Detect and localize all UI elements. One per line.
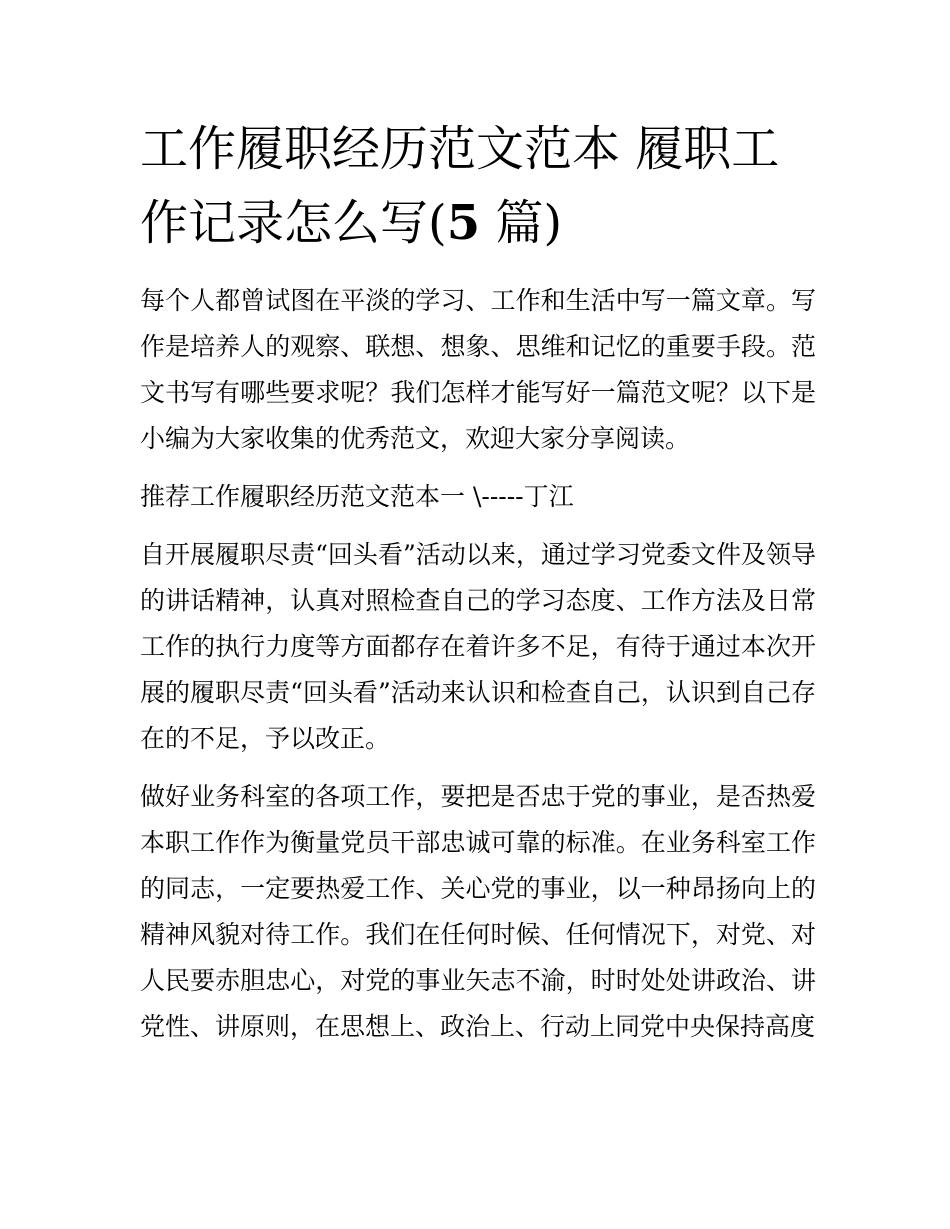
title-text-part2: 篇) — [480, 195, 563, 251]
document-title — [140, 112, 820, 260]
section-heading: 推荐工作履职经历范文范本一 \-----丁江 — [140, 482, 574, 511]
body-paragraph: 自开展履职尽责“回头看”活动以来，通过学习党委文件及领导的讲话精神，认真对照检查自己的学习态度、工作方法及日常工作的执行力度等方面都存在着许多不足，有待于通过本次开展的履职尽责“回头看”活动来认识和检查自己，认识到自己存在的不足，予以改正。 — [140, 540, 816, 753]
document-body — [140, 278, 816, 1062]
title-text-part1: 工作履职经历范文范本 履职工作记录怎么写( — [140, 121, 780, 251]
intro-paragraph: 每个人都曾试图在平淡的学习、工作和生活中写一篇文章。写作是培养人的观察、联想、想象、思维和记忆的重要手段。范文书写有哪些要求呢？我们怎样才能写好一篇范文呢？以下是小编为大家收集的优秀范文，欢迎大家分享阅读。 — [140, 286, 816, 453]
body-paragraph: 做好业务科室的各项工作，要把是否忠于党的事业，是否热爱本职工作作为衡量党员干部忠诚可靠的标准。在业务科室工作的同志，一定要热爱工作、关心党的事业，以一种昂扬向上的精神风貌对待工作。我们在任何时候、任何情况下，对党、对人民要赤胆忠心，对党的事业矢志不渝，时时处处讲政治、讲党性、讲原则，在思想上、政治上、行动上同党中央保持高度 — [140, 782, 816, 1041]
title-count: 5 — [446, 195, 481, 251]
